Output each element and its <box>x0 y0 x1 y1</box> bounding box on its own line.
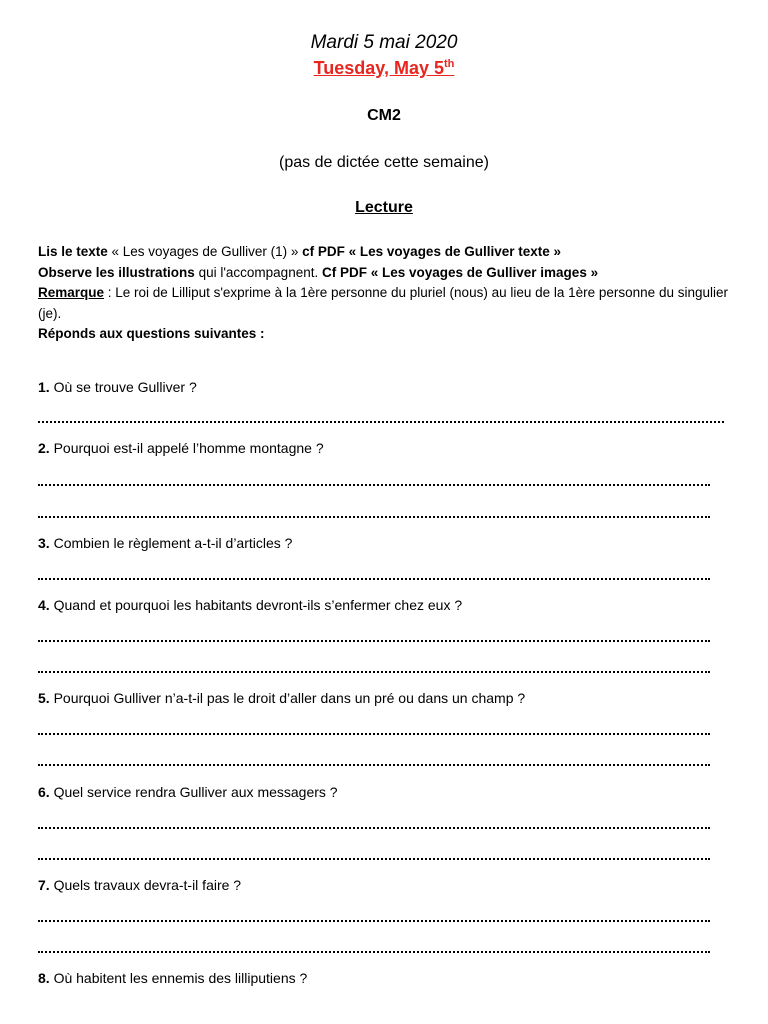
question-text: Quand et pourquoi les habitants devront-ils s’enfermer chez eux ? <box>49 597 463 613</box>
question-text: Pourquoi est-il appelé l’homme montagne ? <box>49 440 324 456</box>
question-3 <box>38 535 292 551</box>
question-number: 6. <box>38 784 50 800</box>
question-6 <box>38 784 338 800</box>
date-english <box>0 58 768 79</box>
instruction-2-bold: Observe les illustrations <box>38 264 195 280</box>
instruction-2-ref: Cf PDF « Les voyages de Gulliver images » <box>321 264 599 280</box>
instruction-1-bold: Lis le texte <box>38 244 108 259</box>
date-english-suffix: th <box>444 58 455 70</box>
answer-line-6a[interactable] <box>38 825 710 829</box>
section-title: Lecture <box>355 199 413 216</box>
question-text: Quel service rendra Gulliver aux messagers ? <box>49 784 338 800</box>
question-text: Quels travaux devra-t-il faire ? <box>49 877 242 893</box>
dictation-note: (pas de dictée cette semaine) <box>279 154 489 171</box>
remark <box>38 283 738 324</box>
answer-line-3a[interactable] <box>38 576 710 580</box>
question-1 <box>38 379 197 395</box>
answer-line-2b[interactable] <box>38 514 710 518</box>
answer-line-1a[interactable] <box>38 419 724 423</box>
question-number: 4. <box>38 597 50 613</box>
date-english-text: Tuesday, May 5 <box>313 58 444 78</box>
instruction-line-1 <box>38 242 738 263</box>
question-8 <box>38 970 307 986</box>
question-number: 1. <box>38 379 50 395</box>
question-2 <box>38 440 324 456</box>
question-number: 5. <box>38 690 50 706</box>
question-text: Pourquoi Gulliver n’a-t-il pas le droit d’aller dans un pré ou dans un champ ? <box>49 690 526 706</box>
instruction-1-text: « Les voyages de Gulliver (1) » <box>107 244 303 259</box>
question-7 <box>38 877 241 893</box>
class-level: CM2 <box>367 107 401 124</box>
question-text: Où habitent les ennemis des lilliputiens ? <box>49 970 308 986</box>
question-text: Combien le règlement a-t-il d’articles ? <box>49 535 293 551</box>
remark-label: Remarque <box>38 285 105 300</box>
answer-line-2a[interactable] <box>38 482 710 486</box>
question-number: 8. <box>38 970 50 986</box>
instruction-4-bold: Réponds aux questions suivantes : <box>38 326 265 341</box>
answer-line-7a[interactable] <box>38 918 710 922</box>
instruction-1-ref: cf PDF « Les voyages de Gulliver texte » <box>302 244 562 259</box>
question-4 <box>38 597 462 613</box>
answer-line-5a[interactable] <box>38 731 710 735</box>
date-french: Mardi 5 mai 2020 <box>310 32 458 53</box>
instruction-line-2 <box>38 263 738 284</box>
instruction-line-4 <box>38 324 738 345</box>
question-number: 7. <box>38 877 50 893</box>
answer-line-6b[interactable] <box>38 856 710 860</box>
question-5 <box>38 690 525 706</box>
question-number: 2. <box>38 440 50 456</box>
answer-line-4a[interactable] <box>38 638 710 642</box>
answer-line-7b[interactable] <box>38 949 710 953</box>
question-number: 3. <box>38 535 50 551</box>
answer-line-5b[interactable] <box>38 762 710 766</box>
remark-text: : Le roi de Lilliput s'exprime à la 1ère personne du pluriel (nous) au lieu de la 1ère personne du singulier (je). <box>38 285 728 321</box>
instruction-2-text: qui l'accompagnent. <box>194 264 322 280</box>
instructions <box>38 242 738 345</box>
answer-line-4b[interactable] <box>38 669 710 673</box>
question-text: Où se trouve Gulliver ? <box>49 379 197 395</box>
